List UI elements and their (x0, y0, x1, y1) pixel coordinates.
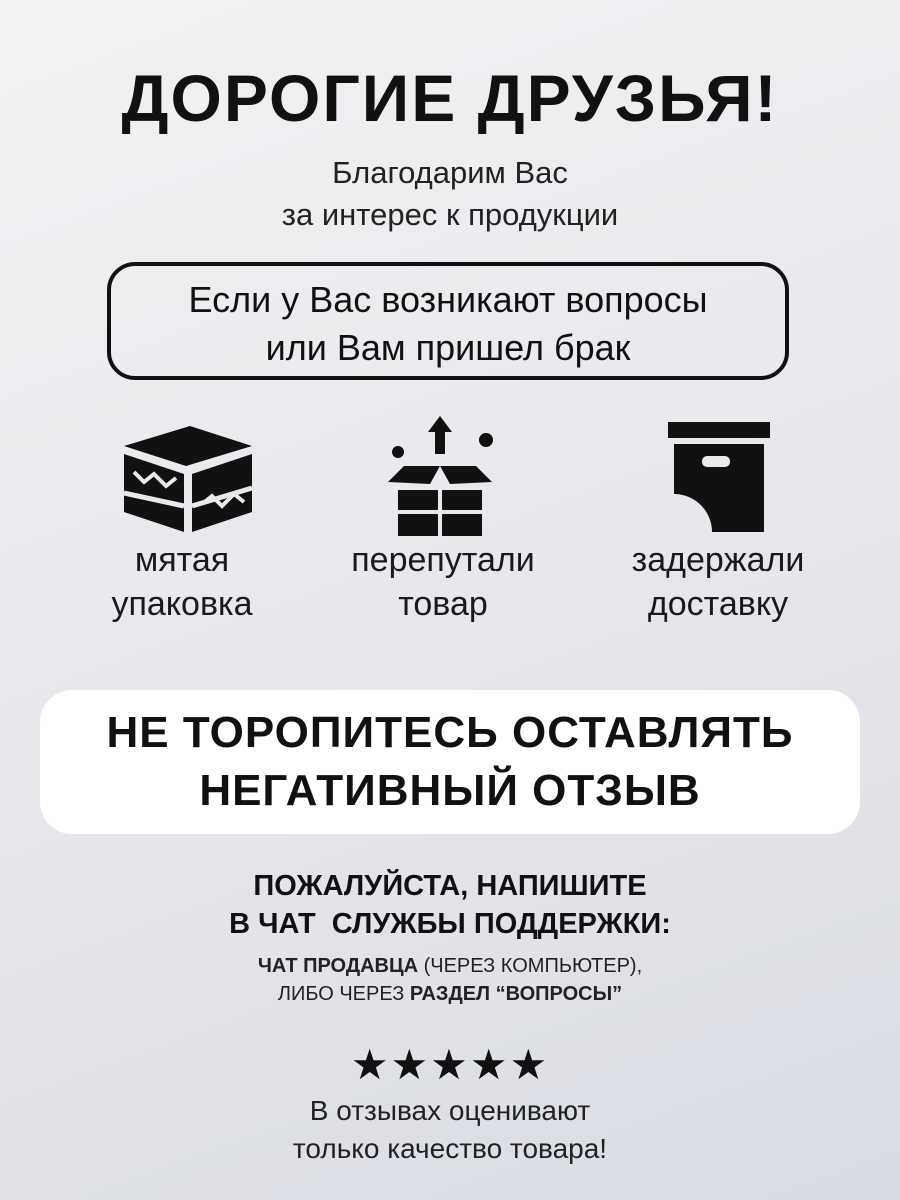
via-computer-text: (ЧЕРЕЗ КОМПЬЮТЕР), (418, 955, 643, 977)
question-line-1: Если у Вас возникают вопросы (188, 279, 708, 320)
warning-line-1: НЕ ТОРОПИТЕСЬ ОСТАВЛЯТЬ (106, 708, 794, 757)
questions-section-label: РАЗДЕЛ “ВОПРОСЫ” (409, 983, 623, 1005)
please-line-1: ПОЖАЛУЙСТА, НАПИШИТЕ (253, 870, 647, 902)
footer-line-2: только качество товара! (292, 1133, 608, 1164)
or-via-text: ЛИБО ЧЕРЕЗ (277, 983, 410, 1005)
issue-caption-line-2: упаковка (111, 585, 253, 623)
thanks-line-1: Благодарим Вас (332, 155, 568, 190)
question-line-2: или Вам пришел брак (265, 327, 631, 368)
channel-line-1 (0, 952, 900, 980)
issue-caption-packaging (52, 538, 312, 626)
question-box (107, 262, 789, 380)
issue-caption-line-1: задержали (631, 541, 805, 579)
page-title: ДОРОГИЕ ДРУЗЬЯ! (121, 61, 779, 135)
issue-caption-line-2: товар (398, 585, 488, 623)
seller-chat-label: ЧАТ ПРОДАВЦА (257, 955, 419, 977)
issue-caption-line-1: мятая (134, 541, 230, 579)
please-line-2: В ЧАТ СЛУЖБЫ ПОДДЕРЖКИ: (229, 908, 671, 940)
damaged-box-icon (118, 420, 256, 535)
rating-stars: ★★★★★ (350, 1041, 550, 1088)
thanks-line-2: за интерес к продукции (281, 197, 619, 232)
footer-line-1: В отзывах оценивают (309, 1095, 591, 1126)
issue-caption-delivery (588, 538, 848, 626)
open-box-icon (384, 412, 496, 537)
channel-line-2 (0, 980, 900, 1008)
issue-caption-line-1: перепутали (351, 541, 535, 579)
issue-caption-line-2: доставку (647, 585, 789, 623)
warning-line-2: НЕГАТИВНЫЙ ОТЗЫВ (199, 766, 701, 815)
issue-caption-wrong-item (313, 538, 573, 626)
archive-box-icon (668, 422, 772, 534)
warning-banner (40, 690, 860, 834)
